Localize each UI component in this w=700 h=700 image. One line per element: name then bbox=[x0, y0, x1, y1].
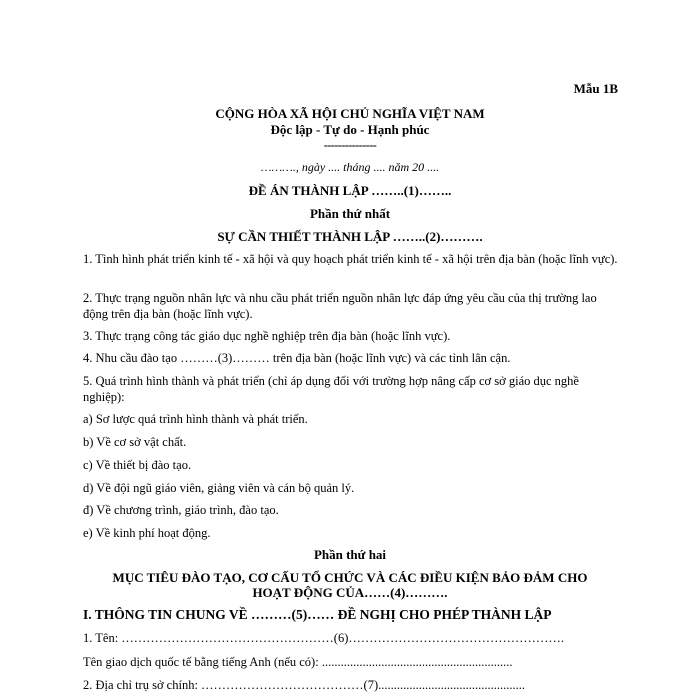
part2-title-line1: MỤC TIÊU ĐÀO TẠO, CƠ CẤU TỔ CHỨC VÀ CÁC ĐIỀU KIỆN BẢO ĐẢM CHO bbox=[112, 570, 588, 585]
part1-item-5dd: đ) Về chương trình, giáo trình, đào tạo. bbox=[83, 503, 279, 517]
part1-item-1: 1. Tình hình phát triển kinh tế - xã hội và quy hoạch phát triển kinh tế - xã hội trên địa bàn (hoặc lĩnh vực). bbox=[83, 252, 618, 266]
section-general-info: I. THÔNG TIN CHUNG VỀ ………(5)…… ĐỀ NGHỊ CHO PHÉP THÀNH LẬP bbox=[83, 607, 552, 622]
document-title: ĐỀ ÁN THÀNH LẬP ……..(1)…….. bbox=[248, 183, 452, 198]
field-english-name: Tên giao dịch quốc tế bằng tiếng Anh (nếu có): ............................................................. bbox=[83, 655, 513, 669]
part1-title-text: SỰ CẦN THIẾT THÀNH LẬP ……..(2)………. bbox=[217, 229, 483, 244]
field-address: 2. Địa chỉ trụ sở chính: …………………………………(7)............................................... bbox=[83, 678, 525, 692]
part1-item-4: 4. Nhu cầu đào tạo ………(3)……… trên địa bàn (hoặc lĩnh vực) và các tỉnh lân cận. bbox=[83, 351, 511, 365]
part1-item-5a: a) Sơ lược quá trình hình thành và phát triển. bbox=[83, 412, 308, 426]
part1-item-3: 3. Thực trạng công tác giáo dục nghề nghiệp trên địa bàn (hoặc lĩnh vực). bbox=[83, 329, 451, 343]
field-name: 1. Tên: ……………………………………………(6)……………………………………………. bbox=[83, 631, 565, 645]
part2-title-line2: HOẠT ĐỘNG CỦA……(4)………. bbox=[252, 585, 448, 600]
part2-heading: Phần thứ hai bbox=[313, 547, 387, 562]
part1-item-5e: e) Về kinh phí hoạt động. bbox=[83, 526, 211, 540]
motto: Độc lập - Tự do - Hạnh phúc bbox=[270, 122, 430, 137]
part1-title bbox=[0, 229, 700, 245]
part1-heading: Phần thứ nhất bbox=[309, 206, 391, 221]
part1-item-5b: b) Về cơ sở vật chất. bbox=[83, 435, 187, 449]
part1-item-5d: d) Về đội ngũ giáo viên, giảng viên và cán bộ quản lý. bbox=[83, 481, 355, 495]
part1-item-2: 2. Thực trạng nguồn nhân lực và nhu cầu phát triển nguồn nhân lực đáp ứng yêu cầu của thị trường lao động trên địa bàn (hoặc lĩnh vực). bbox=[83, 291, 597, 321]
form-number: Mẫu 1B bbox=[573, 81, 618, 96]
date-line: ………., ngày .... tháng .... năm 20 .... bbox=[260, 160, 440, 174]
part1-item-5: 5. Quá trình hình thành và phát triển (chỉ áp dụng đối với trường hợp nâng cấp cơ sở giáo dục nghề nghiệp): bbox=[83, 374, 579, 404]
motto-rule: --------------- bbox=[323, 138, 377, 152]
part1-item-5c: c) Về thiết bị đào tạo. bbox=[83, 458, 192, 472]
nation-title: CỘNG HÒA XÃ HỘI CHỦ NGHĨA VIỆT NAM bbox=[215, 106, 485, 121]
